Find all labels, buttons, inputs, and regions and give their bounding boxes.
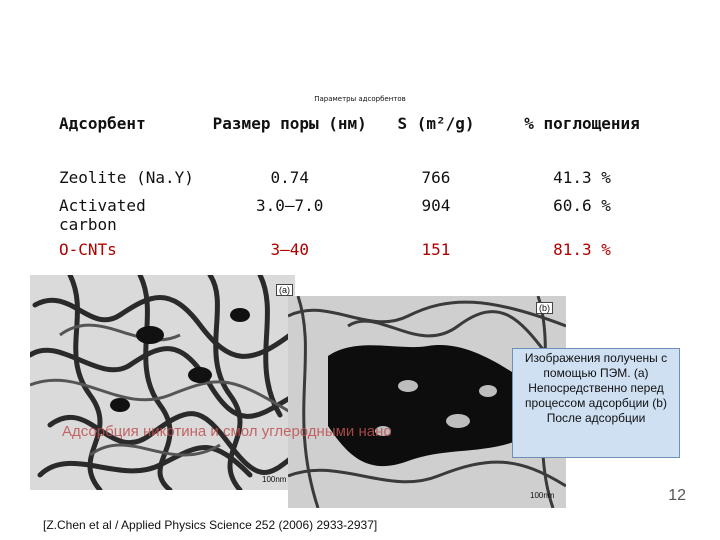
reference-citation: [Z.Chen et al / Applied Physics Science 252 (2006) 2933-2937] — [43, 518, 378, 532]
cell-surface-area: 766 — [421, 168, 451, 187]
table-row — [55, 194, 665, 238]
cell-pore-size: 3–40 — [270, 240, 309, 259]
table-row — [55, 166, 665, 194]
cell-adsorbent: Activated carbon — [59, 196, 146, 234]
cell-pore-size: 3.0–7.0 — [256, 196, 324, 215]
image-a-label: (a) — [276, 284, 293, 296]
table-row — [55, 238, 665, 266]
tem-image-before-adsorption — [30, 275, 295, 490]
cell-adsorbent: Zeolite (Na.Y) — [59, 168, 194, 187]
image-description-note: Изображения получены с помощью ПЭМ. (a) Непосредственно перед процессом адсорбции (b) После адсорбции — [512, 348, 680, 458]
table-header-row — [55, 112, 665, 166]
header-absorption: % поглощения — [524, 114, 640, 133]
overlay-caption: Адсорбция никотина и смол углеродными нано — [62, 423, 392, 440]
slide-title: Параметры адсорбентов — [314, 95, 406, 103]
cell-pore-size: 0.74 — [270, 168, 309, 187]
header-pore-size: Размер поры (нм) — [212, 114, 367, 133]
image-a-scale-bar: 100nm — [262, 475, 287, 484]
header-surface-area: S (m²/g) — [397, 114, 475, 133]
image-b-scale-bar: 100nm — [530, 491, 555, 500]
page-number: 12 — [668, 487, 686, 504]
cell-absorption: 81.3 % — [553, 240, 611, 259]
image-b-label: (b) — [536, 302, 553, 314]
cell-absorption: 60.6 % — [553, 196, 611, 215]
cell-adsorbent: O-CNTs — [59, 240, 117, 259]
nanotube-micrograph-a — [30, 275, 295, 490]
cell-surface-area: 151 — [421, 240, 451, 259]
cell-surface-area: 904 — [421, 196, 451, 215]
header-adsorbent: Адсорбент — [59, 114, 146, 133]
cell-absorption: 41.3 % — [553, 168, 611, 187]
adsorbent-parameters-table — [55, 112, 665, 266]
